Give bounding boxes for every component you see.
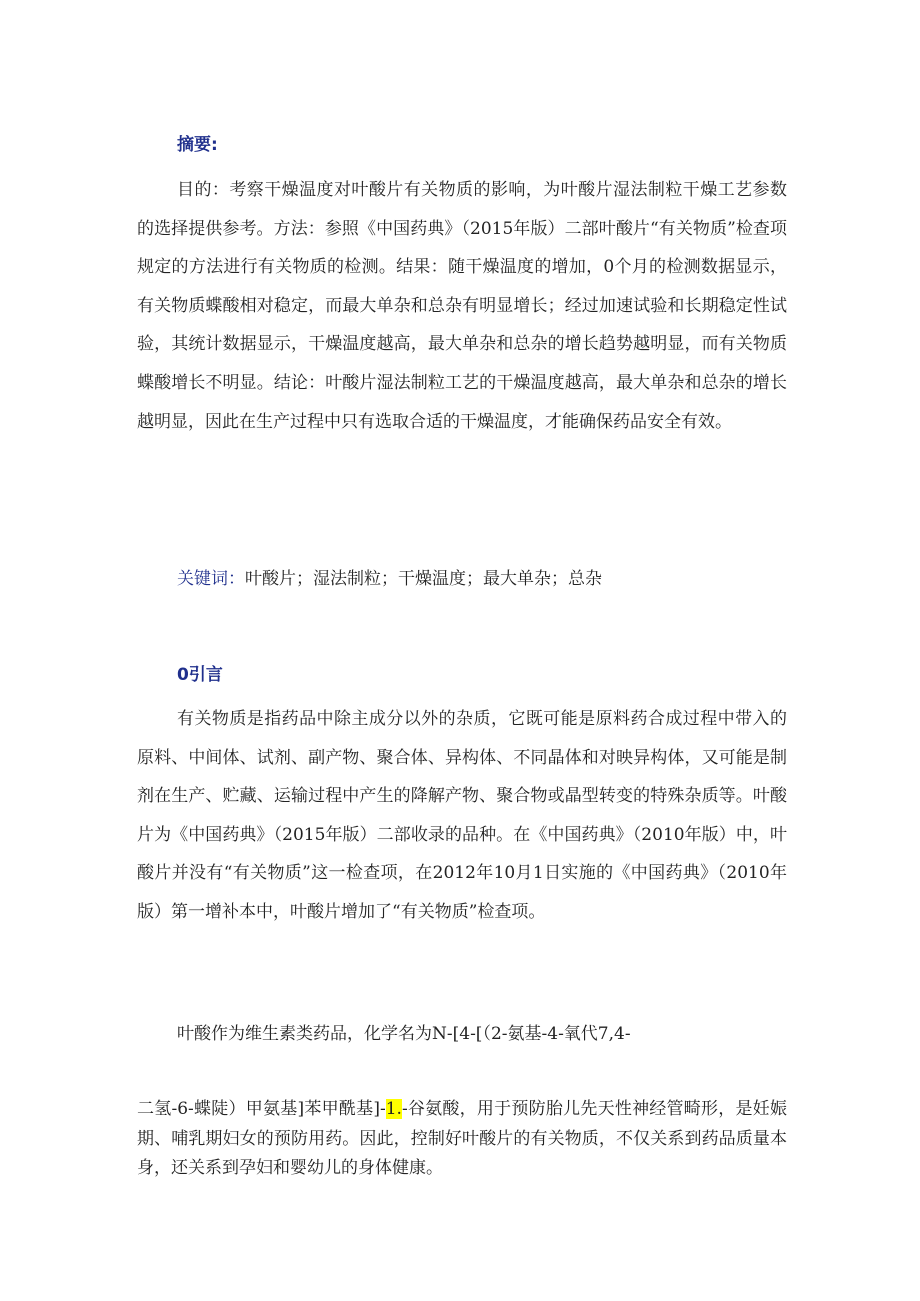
intro-paragraph-2-continuation <box>137 1095 787 1184</box>
abstract-heading: 摘要: <box>177 135 218 155</box>
keywords-text: 叶酸片；湿法制粒；干燥温度；最大单杂；总杂 <box>245 569 602 589</box>
intro-paragraph-2-line-1: 叶酸作为维生素类药品，化学名为N-[4-[（2-氨基-4-氧代7,4- <box>177 1024 631 1044</box>
intro-heading: 0引言 <box>177 665 223 685</box>
highlighted-text: 1. <box>385 1099 402 1119</box>
abstract-paragraph: 目的：考察干燥温度对叶酸片有关物质的影响，为叶酸片湿法制粒干燥工艺参数的选择提供参考。方法：参照《中国药典》（2015年版）二部叶酸片“有关物质”检查项规定的方法进行有关物质的检测。结果：随干燥温度的增加，0个月的检测数据显示，有关物质蝶酸相对稳定，而最大单杂和总杂有明显增长；经过加速试验和长期稳定性试验，其统计数据显示，干燥温度越高，最大单杂和总杂的增长趋势越明显，而有关物质蝶酸增长不明显。结论：叶酸片湿法制粒工艺的干燥温度越高，最大单杂和总杂的增长越明显，因此在生产过程中只有选取合适的干燥温度，才能确保药品安全有效。 <box>137 180 787 432</box>
paragraph-tail: -谷氨酸，用于预防胎儿先天性神经管畸形，是妊娠期、哺乳期妇女的预防用药。因此，控制好叶酸片的有关物质，不仅关系到药品质量本身，还关系到孕妇和婴幼儿的身体健康。 <box>137 1099 787 1178</box>
keywords-label: 关键词： <box>177 569 245 589</box>
intro-paragraph-1: 有关物质是指药品中除主成分以外的杂质，它既可能是原料药合成过程中带入的原料、中间体、试剂、副产物、聚合体、异构体、不同晶体和对映异构体，又可能是制剂在生产、贮藏、运输过程中产生的降解产物、聚合物或晶型转变的特殊杂质等。叶酸片为《中国药典》（2015年版）二部收录的品种。在《中国药典》（2010年版）中，叶酸片并没有“有关物质”这一检查项，在2012年10月1日实施的《中国药典》（2010年版）第一增补本中，叶酸片增加了“有关物质”检查项。 <box>137 709 787 922</box>
chemical-name-part: 二氢-6-蝶陡）甲氨基]苯甲酰基]- <box>137 1099 386 1119</box>
keywords-line <box>177 564 602 589</box>
